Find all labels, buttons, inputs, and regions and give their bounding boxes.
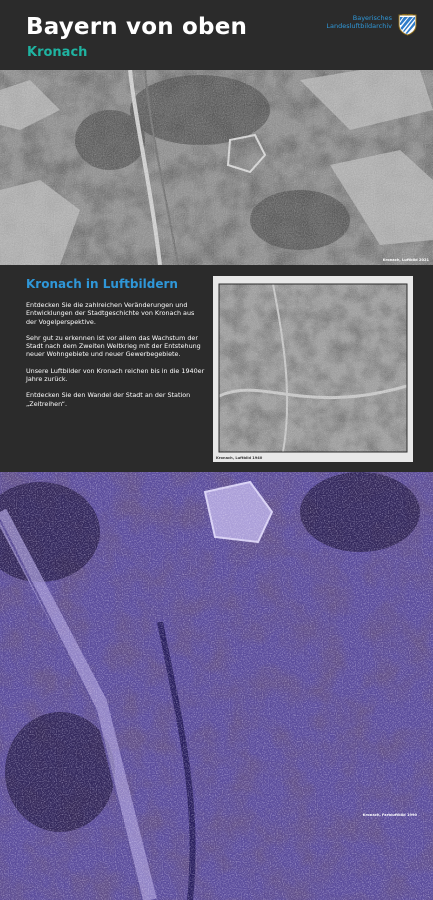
info-paragraph-3: Unsere Luftbilder von Kronach reichen bis in die 1940er Jahre zurück. — [26, 366, 205, 384]
page-title: Bayern von oben — [26, 14, 248, 40]
caption-current-photo: Kronach, Luftbild 2021 — [382, 258, 429, 262]
info-paragraph-1: Entdecken Sie die zahlreichen Veränderungen und Entwicklungen der Stadtgeschichte von Kronach aus der Vogelperspektive. — [26, 301, 195, 326]
info-heading: Kronach in Luftbildern — [26, 277, 178, 291]
aerial-photo-current — [0, 70, 433, 265]
info-text — [26, 301, 206, 416]
caption-historic-photo: Kronach, Luftbild 1940 — [216, 456, 263, 460]
info-section — [0, 265, 433, 472]
logo-text — [326, 14, 392, 30]
page-subtitle: Kronach — [27, 45, 88, 60]
logo-line-1: Bayerisches — [352, 14, 392, 22]
info-paragraph-2: Sehr gut zu erkennen ist vor allem das Wachstum der Stadt nach dem Zweiten Weltkrieg mit der Entstehung neuer Wohngebiete und neuer Gewerbegebiete. — [26, 333, 201, 359]
historic-aerial-photo — [213, 276, 413, 462]
header — [0, 0, 433, 70]
archive-logo — [326, 14, 417, 36]
logo-line-2: Landesluftbildarchiv — [326, 22, 392, 30]
aerial-photo-color-image — [0, 472, 433, 900]
historic-aerial-photo-image — [213, 276, 413, 462]
aerial-photo-color — [0, 472, 433, 900]
aerial-photo-current-image — [0, 70, 433, 265]
bavarian-crest-icon — [398, 14, 417, 36]
caption-color-photo: Kronach, Farbluftbild 1990 — [362, 813, 417, 817]
info-paragraph-4: Entdecken Sie den Wandel der Stadt an der Station „Zeitreihen“. — [26, 391, 191, 408]
